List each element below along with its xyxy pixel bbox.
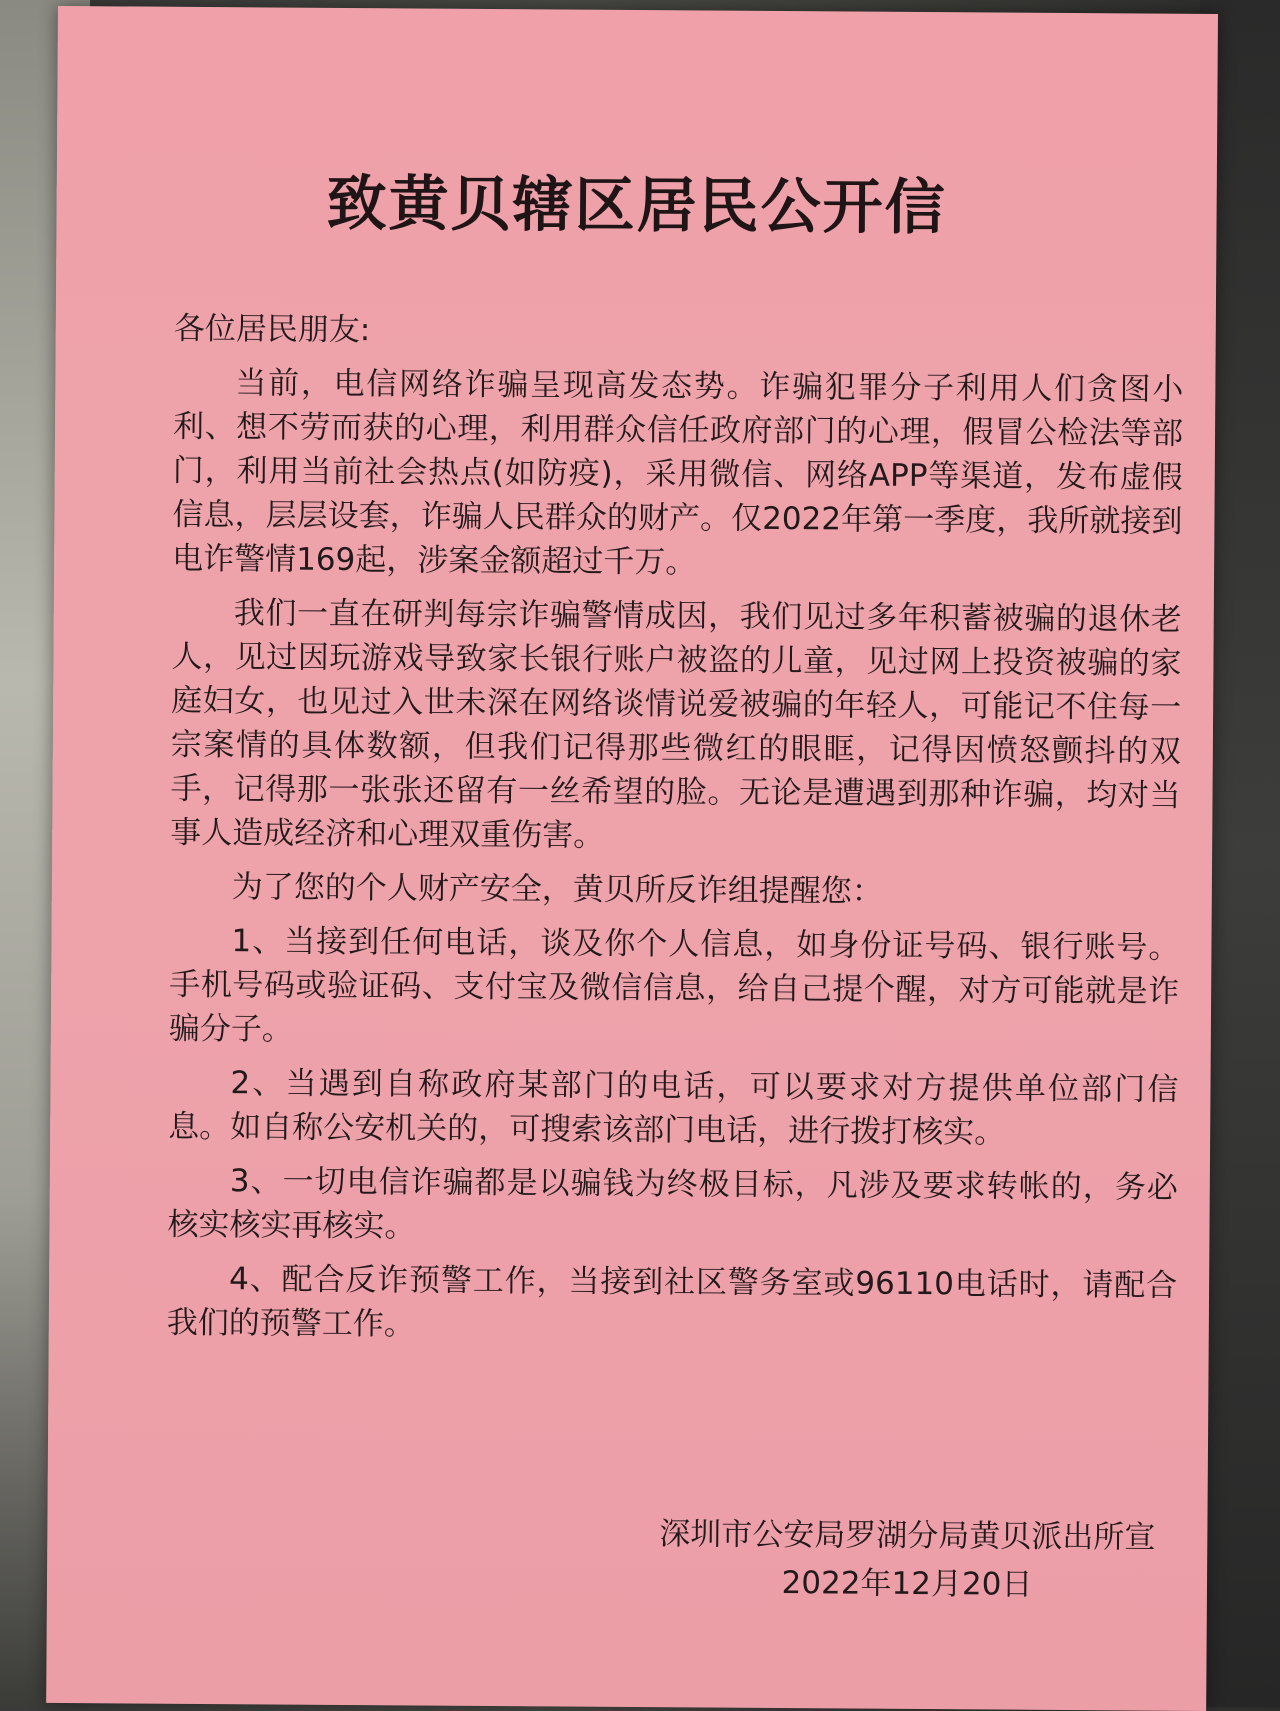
reminder-item-4: 4、配合反诈预警工作，当接到社区警务室或96110电话时，请配合我们的预警工作。 — [166, 1261, 1178, 1343]
letter-body — [167, 307, 1184, 1362]
signature-block — [647, 1510, 1168, 1610]
letter-title: 致黄贝辖区居民公开信 — [326, 168, 947, 244]
letter-sheet — [46, 6, 1218, 1711]
reminder-item-3: 3、一切电信诈骗都是以骗钱为终极目标，凡涉及要求转帐的，务必核实核实再核实。 — [167, 1163, 1178, 1245]
issuer-name: 深圳市公安局罗湖分局黄贝派出所宣 — [659, 1516, 1156, 1556]
paragraph-situation: 当前，电信网络诈骗呈现高发态势。诈骗犯罪分子利用人们贪图小利、想不劳而获的心理，利用群众信任政府部门的心理，假冒公检法等部门，利用当前社会热点(如防疫)，采用微信、网络APP等渠道，发布虚假信息，层层设套，诈骗人民群众的财产。仅2022年第一季度，我所就接到电诈警情169起，涉案金额超过千万。 — [172, 365, 1184, 581]
letter-greeting: 各位居民朋友: — [173, 310, 371, 349]
reminder-item-1: 1、当接到任何电话，谈及你个人信息，如身份证号码、银行账号。手机号码或验证码、支付宝及微信信息，给自己提个醒，对方可能就是诈骗分子。 — [168, 923, 1180, 1048]
paragraph-victims: 我们一直在研判每宗诈骗警情成因，我们见过多年积蓄被骗的退休老人，见过因玩游戏导致家长银行账户被盗的儿童，见过网上投资被骗的家庭妇女，也见过入世未深在网络谈情说爱被骗的年轻人，可能记不住每一宗案情的具体数额，但我们记得那些微红的眼眶，记得因愤怒颤抖的双手，记得那一张张还留有一丝希望的脸。无论是遭遇到那种诈骗，均对当事人造成经济和心理双重伤害。 — [170, 595, 1182, 854]
issue-date: 2022年12月20日 — [781, 1565, 1033, 1603]
reminder-item-2: 2、当遇到自称政府某部门的电话，可以要求对方提供单位部门信息。如自称公安机关的，可搜索该部门电话，进行拨打核实。 — [168, 1065, 1179, 1151]
paragraph-reminder-intro: 为了您的个人财产安全，黄贝所反诈组提醒您： — [231, 869, 883, 910]
